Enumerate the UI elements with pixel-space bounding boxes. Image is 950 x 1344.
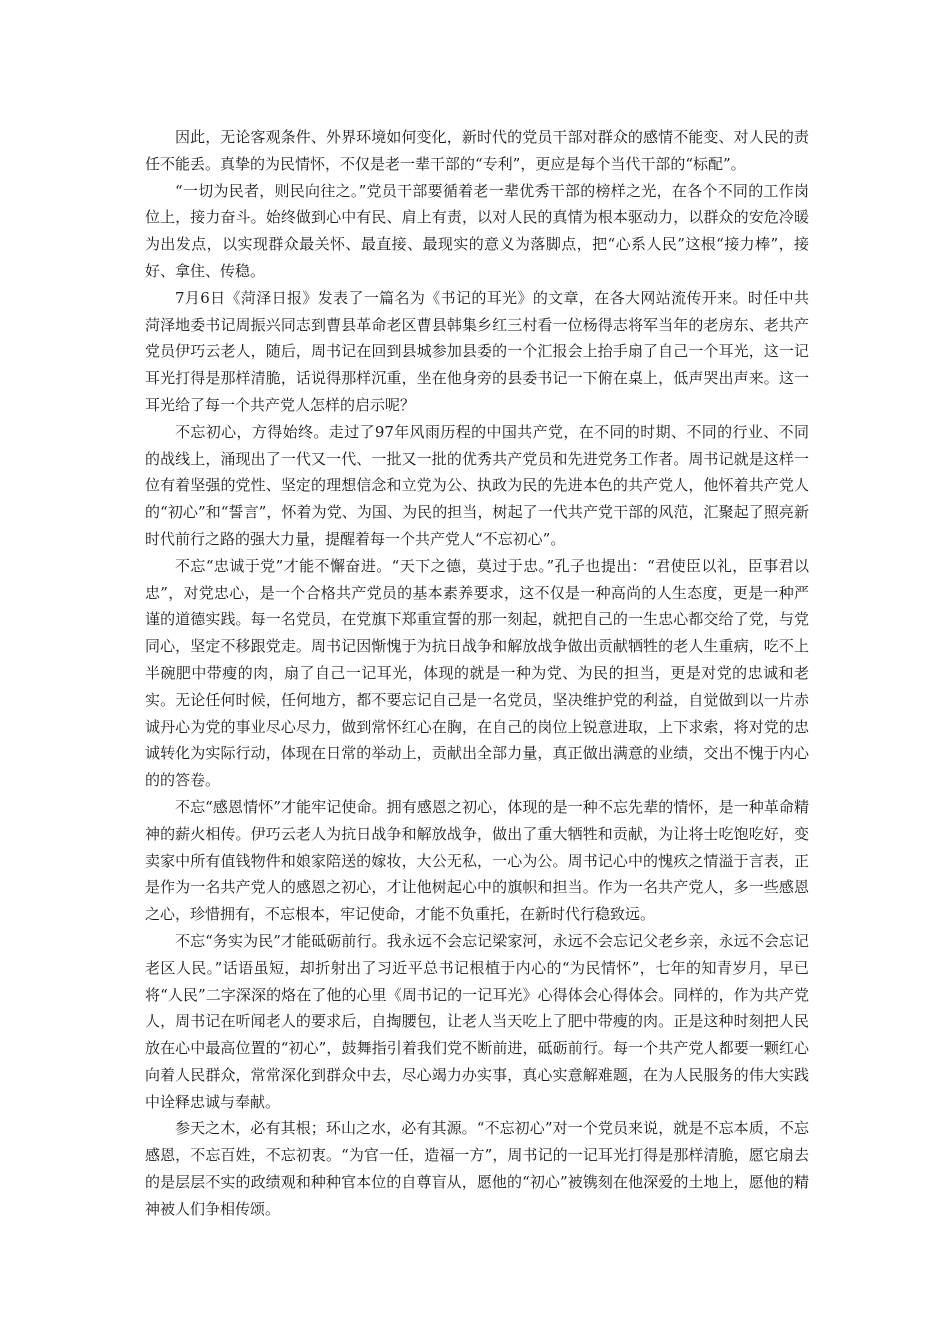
paragraph-2: “一切为民者，则民向往之。”党员干部要循着老一辈优秀干部的榜样之光，在各个不同的工作岗位上，接力奋斗。始终做到心中有民、肩上有责，以对人民的真情为根本驱动力，以群众的安危冷暖为出发点，以实现群众最关怀、最直接、最现实的意义为落脚点，把“心系人民”这根“接力棒”，接好、拿住、传稳。 xyxy=(145,181,809,280)
paragraph-1: 因此，无论客观条件、外界环境如何变化，新时代的党员干部对群众的感情不能变、对人民的责任不能丢。真挚的为民情怀，不仅是老一辈干部的“专利”，更应是每个当代干部的“标配”。 xyxy=(145,128,809,173)
paragraph-8: 参天之木，必有其根；环山之水，必有其源。“不忘初心”对一个党员来说，就是不忘本质，不忘感恩，不忘百姓，不忘初衷。“为官一任，造福一方”，周书记的一记耳光打得是那样清脆，愿它扇去的是层层不实的政绩观和种种官本位的自尊盲从，愿他的“初心”被镌刻在他深爱的土地上，愿他的精神被人们争相传颂。 xyxy=(145,1119,809,1218)
paragraph-5: 不忘“忠诚于党”才能不懈奋进。“天下之德，莫过于忠。”孔子也提出：“君使臣以礼，臣事君以忠”，对党忠心，是一个合格共产党员的基本素养要求，这不仅是一种高尚的人生态度，更是一种严谨的道德实践。每一名党员，在党旗下郑重宣誓的那一刻起，就把自己的一生忠心都交给了党，与党同心，坚定不移跟党走。周书记因惭愧于为抗日战争和解放战争做出贡献牺牲的老人生重病，吃不上半碗肥中带瘦的肉，扇了自己一记耳光，体现的就是一种为党、为民的担当，更是对党的忠诚和老实。无论任何时候，任何地方，都不要忘记自己是一名党员，坚决维护党的利益，自觉做到以一片赤诚丹心为党的事业尽心尽力，做到常怀红心在胸，在自己的岗位上锐意进取，上下求索，将对党的忠诚转化为实际行动，体现在日常的举动上，贡献出全部力量，真正做出满意的业绩，交出不愧于内心的的答卷。 xyxy=(145,556,809,790)
paragraph-3: 7月6日《菏泽日报》发表了一篇名为《书记的耳光》的文章，在各大网站流传开来。时任中共菏泽地委书记周振兴同志到曹县革命老区曹县韩集乡红三村看一位杨得志将军当年的老房东、老共产党员伊巧云老人，随后，周书记在回到县城参加县委的一个汇报会上抬手扇了自己一个耳光，这一记耳光打得是那样清脆，话说得那样沉重，坐在他身旁的县委书记一下俯在桌上，低声哭出声来。这一耳光给了每一个共产党人怎样的启示呢？ xyxy=(145,288,809,414)
paragraph-4: 不忘初心，方得始终。走过了97年风雨历程的中国共产党，在不同的时期、不同的行业、不同的战线上，涌现出了一代又一代、一批又一批的优秀共产党员和先进党务工作者。周书记就是这样一位有着坚强的党性、坚定的理想信念和立党为公、执政为民的先进本色的共产党人，他怀着共产党人的“初心”和“誓言”，怀着为党、为国、为民的担当，树起了一代共产党干部的风范，汇聚起了照亮新时代前行之路的强大力量，提醒着每一个共产党人“不忘初心”。 xyxy=(145,422,809,548)
document-body xyxy=(145,124,809,1223)
paragraph-6: 不忘“感恩情怀”才能牢记使命。拥有感恩之初心，体现的是一种不忘先辈的情怀，是一种革命精神的薪火相传。伊巧云老人为抗日战争和解放战争，做出了重大牺牲和贡献，为让将士吃饱吃好，变卖家中所有值钱物件和娘家陪送的嫁妆，大公无私，一心为公。周书记心中的愧疚之情溢于言表，正是作为一名共产党人的感恩之初心，才让他树起心中的旗帜和担当。作为一名共产党人，多一些感恩之心，珍惜拥有，不忘根本，牢记使命，才能不负重托，在新时代行稳致远。 xyxy=(145,797,809,924)
paragraph-7: 不忘“务实为民”才能砥砺前行。我永远不会忘记梁家河，永远不会忘记父老乡亲，永远不会忘记老区人民。”话语虽短，却折射出了习近平总书记根植于内心的“为民情怀”，七年的知青岁月，早已将“人民”二字深深的烙在了他的心里《周书记的一记耳光》心得体会心得体会。同样的，作为共产党人，周书记在听闻老人的要求后，自掏腰包，让老人当天吃上了肥中带瘦的肉。正是这种时刻把人民放在心中最高位置的“初心”，鼓舞指引着我们党不断前进，砥砺前行。每一个共产党人都要一颗红心向着人民群众，常常深化到群众中去，尽心竭力办实事，真心实意解难题，在为人民服务的伟大实践中诠释忠诚与奉献。 xyxy=(145,931,809,1111)
